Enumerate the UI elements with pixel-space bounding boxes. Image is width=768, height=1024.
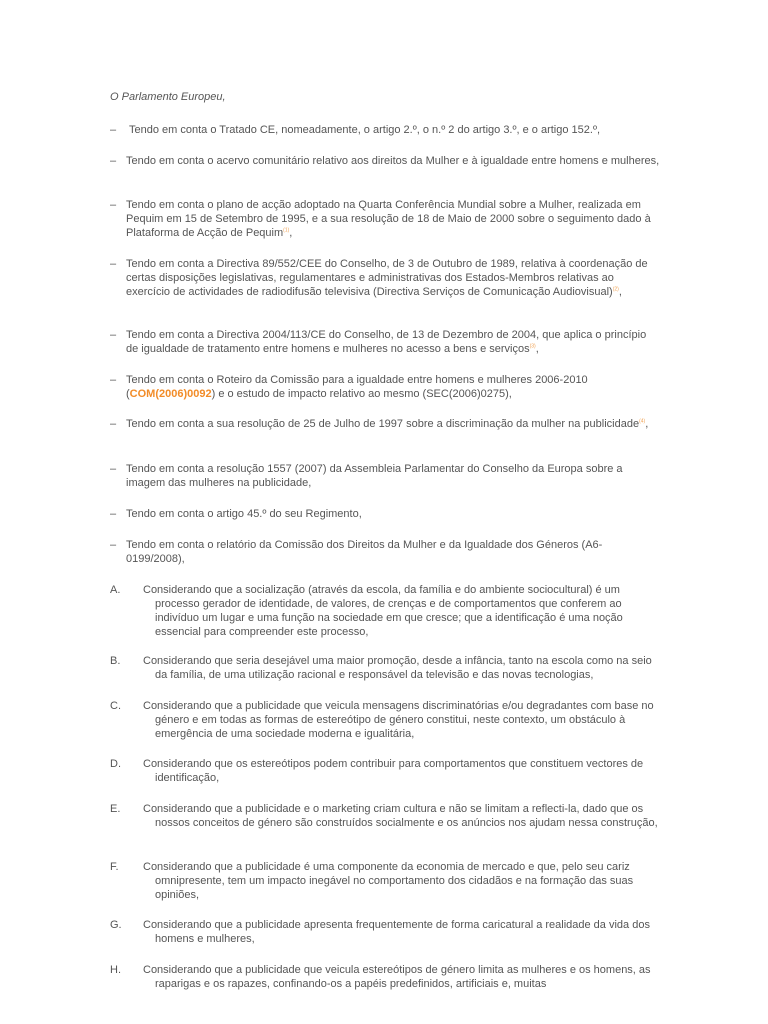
citation-text: Tendo em conta a sua resolução de 25 de Julho de 1997 sobre a discriminação da mulher na publicidade xyxy=(126,418,640,430)
recital-text: Considerando que seria desejável uma maior promoção, desde a infância, tanto na escola como na seio da família, de uma utilização racional e responsável da televisão e das novas tecnologias, xyxy=(143,655,652,681)
citation-text: Tendo em conta o Tratado CE, nomeadamente, o artigo 2.º, o n.º 2 do artigo 3.º, e o artigo 152.º, xyxy=(129,124,601,136)
citation-end: , xyxy=(289,227,293,239)
citation-item xyxy=(110,462,660,490)
recital-text: Considerando que a publicidade que veicula mensagens discriminatórias e/ou degradantes com base no género e em todas as formas de estereótipo de género constitui, neste contexto, um obstáculo à emergência de uma sociedade moderna e igualitária, xyxy=(143,700,654,740)
recital-item xyxy=(110,654,660,682)
citation-item xyxy=(110,257,660,299)
dash-marker: – xyxy=(110,199,117,211)
citation-text-after: ) e o estudo de impacto relativo ao mesmo (SEC(2006)0275), xyxy=(211,388,512,400)
recital-text: Considerando que a publicidade é uma componente da economia de mercado e que, pelo seu cariz omnipresente, tem um impacto inegável no comportamento dos cidadãos e na formação das suas opiniões, xyxy=(143,861,634,901)
document-link[interactable]: COM(2006)0092 xyxy=(129,388,212,400)
recital-text: Considerando que os estereótipos podem contribuir para comportamentos que constituem vectores de identificação, xyxy=(143,758,644,784)
footnote-ref[interactable]: (1) xyxy=(283,227,290,234)
dash-marker: – xyxy=(110,539,117,551)
recital-letter: H. xyxy=(110,964,121,976)
citation-text-wrap xyxy=(110,328,660,356)
recital-item xyxy=(110,699,660,741)
citation-item xyxy=(110,417,660,431)
citation-text-wrap xyxy=(110,257,660,299)
dash-marker: – xyxy=(110,418,117,430)
recital-letter: B. xyxy=(110,655,121,667)
recital-item xyxy=(110,802,660,830)
citation-text: Tendo em conta a resolução 1557 (2007) da Assembleia Parlamentar do Conselho da Europa sobre a imagem das mulheres na publicidade, xyxy=(126,463,623,489)
dash-marker: – xyxy=(110,508,117,520)
citation-item xyxy=(110,328,660,356)
recital-item xyxy=(110,963,660,991)
citation-text-wrap xyxy=(110,417,660,431)
citation-text: Tendo em conta o artigo 45.º do seu Regimento, xyxy=(126,508,362,520)
citation-text-before: Tendo em conta o Roteiro da Comissão para a igualdade entre homens e mulheres 2006-2010 ( xyxy=(126,374,588,400)
recital-letter: A. xyxy=(110,584,121,596)
recital-letter: C. xyxy=(110,700,121,712)
recital-item xyxy=(110,583,660,639)
citation-text: Tendo em conta o relatório da Comissão dos Direitos da Mulher e da Igualdade dos Géneros (A6-0199/2008), xyxy=(126,539,603,565)
footnote-ref[interactable]: (3) xyxy=(529,343,536,350)
citation-item xyxy=(110,538,660,566)
citation-item xyxy=(110,507,660,521)
citation-text-wrap xyxy=(110,198,660,240)
citation-item xyxy=(110,373,660,401)
recital-item xyxy=(110,860,660,902)
recital-item xyxy=(110,918,660,946)
footnote-ref[interactable]: (4) xyxy=(639,418,646,425)
citation-text: Tendo em conta a Directiva 2004/113/CE do Conselho, de 13 de Dezembro de 2004, que aplica o princípio de igualdade de tratamento entre homens e mulheres no acesso a bens e serviços xyxy=(126,329,647,355)
recital-text: Considerando que a publicidade e o marketing criam cultura e não se limitam a reflecti-la, dado que os nossos conceitos de género são construídos socialmente e os anúncios nos ajudam nessa construção, xyxy=(143,803,658,829)
citation-item xyxy=(110,198,660,240)
recital-text: Considerando que a socialização (através da escola, da família e do ambiente sociocultural) é um processo gerador de identidade, de valores, de crenças e de comportamentos que conferem ao indivíduo um lugar e uma função na sociedade em que cresce; que a identificação é uma noção essencial para compreender este processo, xyxy=(143,584,623,638)
dash-marker: – xyxy=(110,155,117,167)
footnote-ref[interactable]: (2) xyxy=(612,286,619,293)
dash-marker: – xyxy=(110,329,117,341)
citation-item xyxy=(110,154,660,168)
citation-end: , xyxy=(645,418,649,430)
citation-text: Tendo em conta o plano de acção adoptado na Quarta Conferência Mundial sobre a Mulher, realizada em Pequim em 15 de Setembro de 1995, e a sua resolução de 18 de Maio de 2000 sobre o seguimento dado à Plataforma de Acção de Pequim xyxy=(126,199,651,239)
recital-item xyxy=(110,757,660,785)
dash-marker: – xyxy=(110,124,117,136)
recital-letter: E. xyxy=(110,803,121,815)
citation-end: , xyxy=(618,286,622,298)
dash-marker: – xyxy=(110,258,117,270)
citation-item xyxy=(110,123,660,137)
recital-letter: F. xyxy=(110,861,119,873)
citation-text: Tendo em conta o acervo comunitário relativo aos direitos da Mulher e à igualdade entre homens e mulheres, xyxy=(126,155,660,167)
recital-letter: D. xyxy=(110,758,121,770)
recital-letter: G. xyxy=(110,919,122,931)
intro-heading: O Parlamento Europeu, xyxy=(110,91,226,103)
dash-marker: – xyxy=(110,374,117,386)
citation-text-wrap xyxy=(110,373,660,401)
recital-text: Considerando que a publicidade que veicula estereótipos de género limita as mulheres e os homens, as raparigas e os rapazes, confinando-os a papéis predefinidos, artificiais e, muitas xyxy=(143,964,651,990)
recital-text: Considerando que a publicidade apresenta frequentemente de forma caricatural a realidade da vida dos homens e mulheres, xyxy=(143,919,650,945)
dash-marker: – xyxy=(110,463,117,475)
citation-text: Tendo em conta a Directiva 89/552/CEE do Conselho, de 3 de Outubro de 1989, relativa à coordenação de certas disposições legislativas, regulamentares e administrativas dos Estados-Membros relativas ao exercício de actividades de radiodifusão televisiva (Directiva Serviços de Comunicação Audiovisual) xyxy=(126,258,648,298)
citation-end: , xyxy=(535,343,539,355)
